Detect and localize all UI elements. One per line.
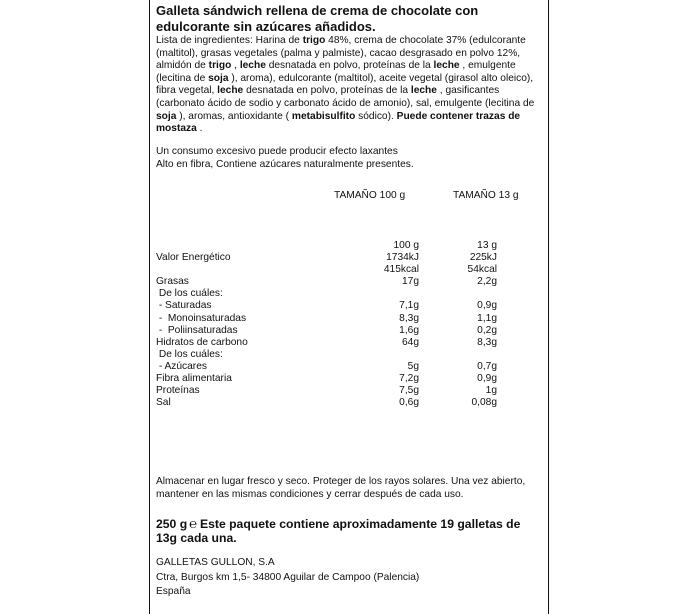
- nutrition-value-13g: 8,3g: [477, 336, 497, 348]
- nutrition-value-13g: 1g: [485, 385, 497, 397]
- package-line-2: 13g cada una.: [156, 531, 237, 545]
- nutrition-row-label: - Monoinsaturadas: [156, 312, 247, 324]
- allergen-text: metabisulfito: [291, 110, 356, 122]
- allergen-text: trigo: [302, 35, 326, 46]
- nutrition-row-label: - Saturadas: [156, 300, 212, 312]
- nutrition-row-label: Valor Energético: [156, 252, 231, 263]
- nutrition-value-100g: 415kcal: [383, 264, 419, 276]
- nutrition-value-100g: 7,5g: [399, 385, 419, 397]
- nutrition-value-13g: 54kcal: [467, 264, 497, 276]
- storage-line-2: mantener en las mismas condiciones y cerrar después de cada uso.: [156, 489, 464, 500]
- nutrition-row-label: Fibra alimentaria: [156, 373, 232, 384]
- nutrition-value-13g: 0,9g: [477, 300, 497, 312]
- allergen-text: Puede contener trazas de mostaza: [156, 110, 521, 135]
- allergen-text: leche: [433, 60, 460, 72]
- ingredient-text: sódico).: [355, 110, 397, 122]
- laxative-warning: Un consumo excesivo puede producir efecto laxantes: [156, 146, 398, 157]
- allergen-text: leche: [239, 60, 266, 72]
- allergen-text: soja: [208, 72, 229, 84]
- allergen-text: trigo: [208, 60, 232, 72]
- package-info: [156, 516, 520, 532]
- nutrition-value-13g: 0,7g: [477, 360, 497, 372]
- col1-size: 100 g: [393, 240, 419, 251]
- package-line-1: Este paquete contiene aproximadamente 19 galletas de: [199, 517, 521, 531]
- ingredient-text: , emulgente (lecitina de: [156, 60, 516, 84]
- nutrition-row-label: Proteínas: [156, 385, 200, 397]
- nutrition-row-label: - Azúcares: [156, 360, 207, 372]
- ingredient-text: desnatada en polvo, proteínas de la: [265, 60, 434, 72]
- nutrition-value-100g: 7,2g: [399, 373, 419, 384]
- nutrition-row-label: Sal: [156, 397, 171, 409]
- ingredient-text: , gasificantes (carbonato ácido de sodio y carbonato ácido de amonio), sal, emulgente (lecitina de: [156, 85, 535, 109]
- product-title: Galleta sándwich rellena de crema de chocolate con edulcorante sin azúcares añadidos.: [156, 3, 479, 34]
- nutrition-row-label: - Poliinsaturadas: [156, 324, 238, 336]
- ingredient-text: .: [196, 123, 203, 135]
- nutrition-value-13g: 0,08g: [471, 397, 497, 409]
- allergen-text: leche: [410, 85, 437, 97]
- fiber-claim: Alto en fibra, Contiene azúcares naturalmente presentes.: [156, 159, 414, 170]
- allergen-text: soja: [156, 110, 177, 122]
- nutrition-value-13g: 225kJ: [469, 252, 497, 263]
- nutrition-value-13g: 0,9g: [477, 373, 497, 384]
- allergen-text: leche: [217, 85, 244, 97]
- nutrition-value-13g: 0,2g: [477, 324, 497, 336]
- net-weight: 250 g: [156, 517, 188, 531]
- nutrition-value-100g: 8,3g: [399, 312, 419, 324]
- nutrition-value-13g: 2,2g: [477, 276, 497, 288]
- ingredient-text: ,: [231, 60, 240, 72]
- nutrition-value-100g: 1,6g: [399, 324, 419, 336]
- nutrition-row-label: Grasas: [156, 276, 189, 288]
- col2-header: TAMAÑO 13 g: [453, 190, 519, 201]
- nutrition-row-label: De los cuáles:: [156, 288, 223, 300]
- ingredients-list: [156, 35, 544, 136]
- nutrition-value-100g: 17g: [402, 276, 419, 288]
- nutrition-row-label: Hidratos de carbono: [156, 336, 248, 348]
- nutrition-value-100g: 7,1g: [399, 300, 419, 312]
- nutrition-value-100g: 0,6g: [399, 397, 419, 409]
- nutrition-value-100g: 5g: [407, 360, 419, 372]
- ingredient-text: ), aromas, antioxidante (: [176, 110, 292, 122]
- ingredient-text: 48%, crema de chocolate 37% (edulcorante (maltitol), grasas vegetales (palma y palmiste), cacao desgrasado en polvo 12%, almidón de: [156, 35, 526, 72]
- company-country: España: [156, 586, 191, 597]
- col1-header: TAMAÑO 100 g: [334, 190, 406, 201]
- estimated-sign-icon: ℮: [189, 516, 197, 531]
- col2-size: 13 g: [477, 240, 497, 251]
- ingredient-text: ), aroma), edulcorante (maltitol), aceite vegetal (girasol alto oleico), fibra vegetal,: [156, 72, 534, 97]
- ingredient-text: desnatada en polvo, proteínas de la: [243, 85, 411, 97]
- company-address: Ctra, Burgos km 1,5- 34800 Aguilar de Campoo (Palencia): [156, 572, 420, 583]
- company-name: GALLETAS GULLON, S.A: [156, 557, 275, 568]
- nutrition-row-label: De los cuáles:: [156, 348, 223, 360]
- storage-line-1: Almacenar en lugar fresco y seco. Proteger de los rayos solares. Una vez abierto,: [156, 476, 526, 487]
- nutrition-label: [149, 0, 549, 614]
- ingredient-text: Lista de ingredientes: Harina de: [156, 35, 303, 46]
- nutrition-value-100g: 64g: [402, 336, 419, 348]
- nutrition-value-13g: 1,1g: [477, 312, 497, 324]
- nutrition-value-100g: 1734kJ: [386, 252, 419, 263]
